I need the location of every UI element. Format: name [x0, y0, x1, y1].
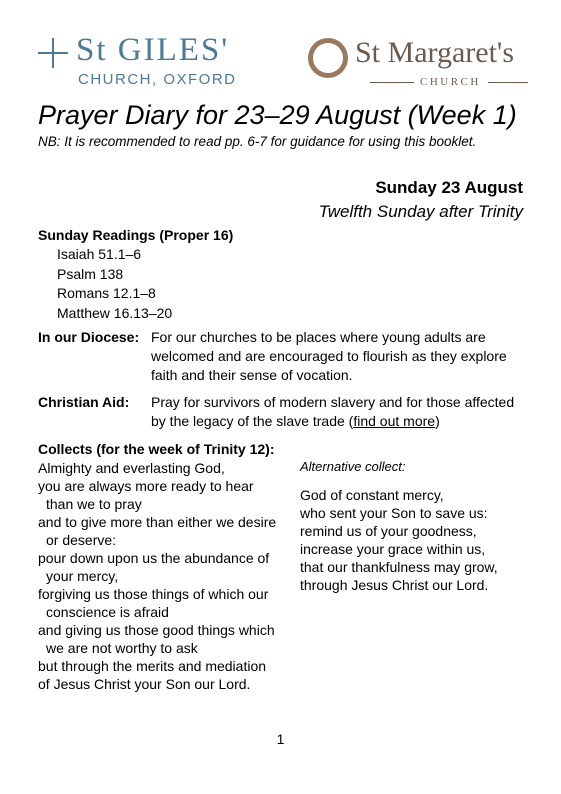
collect-line: forgiving us those things of which our [38, 586, 269, 602]
collect-line: and giving us those good things which [38, 622, 275, 638]
readings-list [57, 245, 172, 323]
collect-line: or deserve: [46, 532, 117, 548]
st-giles-logo-subtitle: CHURCH, OXFORD [78, 71, 237, 88]
collect-line: conscience is afraid [46, 604, 169, 620]
collect-line: remind us of your goodness, [300, 523, 477, 539]
christian-aid-text [151, 393, 523, 431]
alternative-collect-label: Alternative collect: [300, 459, 406, 474]
page-number: 1 [276, 731, 285, 747]
cross-icon [38, 38, 68, 68]
guidance-note: NB: It is recommended to read pp. 6-7 for guidance for using this booklet. [38, 134, 477, 149]
collect-line: your mercy, [46, 568, 119, 584]
st-margarets-logo-name: St Margaret's [355, 36, 514, 69]
collect-line: Almighty and everlasting God, [38, 460, 225, 476]
collect-line: that our thankfulness may grow, [300, 559, 498, 575]
collect-line: who sent your Son to save us: [300, 505, 488, 521]
st-margarets-logo [308, 36, 530, 92]
main-collect [38, 459, 288, 693]
reading-item: Psalm 138 [57, 265, 124, 282]
reading-item: Romans 12.1–8 [57, 285, 156, 301]
seal-icon [308, 38, 348, 78]
reading-item: Matthew 16.13–20 [57, 304, 173, 321]
collect-line: God of constant mercy, [300, 487, 444, 503]
collect-line: and to give more than either we desire [38, 514, 277, 530]
christian-aid-label: Christian Aid: [38, 394, 130, 410]
st-giles-logo [38, 34, 268, 90]
collects-heading: Collects (for the week of Trinity 12): [38, 441, 275, 457]
christian-aid-text-end: ) [435, 413, 440, 429]
collect-line: but through the merits and mediation [38, 658, 267, 674]
readings-heading: Sunday Readings (Proper 16) [38, 227, 234, 243]
alternative-collect [300, 486, 525, 594]
collect-line: we are not worthy to ask [46, 640, 198, 656]
day-name: Twelfth Sunday after Trinity [318, 202, 523, 221]
diocese-label: In our Diocese: [38, 329, 140, 345]
reading-item: Isaiah 51.1–6 [57, 246, 142, 262]
page-title: Prayer Diary for 23–29 August (Week 1) [38, 100, 517, 130]
collect-line: you are always more ready to hear [38, 478, 254, 494]
christian-aid-text-main: Pray for survivors of modern slavery and for those affected by the legacy of the slave trade ( [151, 394, 515, 429]
collect-line: pour down upon us the abundance of [38, 550, 270, 566]
collect-line: increase your grace within us, [300, 541, 486, 557]
collect-line: of Jesus Christ your Son our Lord. [38, 676, 251, 692]
collect-line: than we to pray [46, 496, 142, 512]
collect-line: through Jesus Christ our Lord. [300, 577, 489, 593]
find-out-more-link[interactable]: find out more [353, 413, 436, 429]
diocese-text: For our churches to be places where young adults are welcomed and are encouraged to flourish as they explore faith and their sense of vocation. [151, 329, 507, 383]
st-giles-logo-name: St GILES' [76, 32, 230, 68]
st-margarets-logo-subtitle: CHURCH [420, 76, 481, 88]
day-date: Sunday 23 August [375, 178, 523, 197]
